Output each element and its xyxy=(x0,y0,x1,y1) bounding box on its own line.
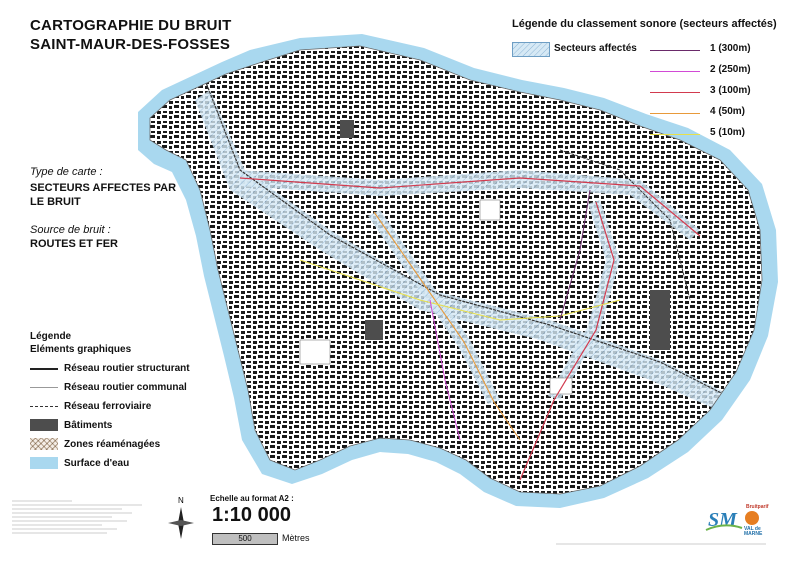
vdm-line2: MARNE xyxy=(744,531,763,536)
legend-title-line1: Légende xyxy=(30,331,72,342)
noise-source-label: Source de bruit : xyxy=(30,224,111,236)
legend-title xyxy=(30,330,131,356)
legend-item-2 xyxy=(30,380,230,394)
classement-line-4 xyxy=(650,113,700,114)
map-type-value: SECTEURS AFFECTES PAR LE BRUIT xyxy=(30,182,177,208)
classement-label-4: 4 (50m) xyxy=(710,106,746,117)
affected-sector-swatch xyxy=(512,42,550,57)
legend-symbol-line-dark xyxy=(30,368,58,370)
val-de-marne-logo xyxy=(740,500,780,536)
affected-sector-label: Secteurs affectés xyxy=(554,43,637,54)
legend-symbol-fill xyxy=(30,457,58,469)
classement-line-3 xyxy=(650,92,700,93)
legend-label-6: Surface d'eau xyxy=(64,457,130,469)
legend-symbol-line-light xyxy=(30,387,58,388)
legend-label-5: Zones réaménagées xyxy=(64,438,161,450)
classement-label-2: 2 (250m) xyxy=(710,64,751,75)
classement-line-1 xyxy=(650,50,700,51)
scale-unit: Mètres xyxy=(282,533,310,543)
map-title-line2: SAINT-MAUR-DES-FOSSES xyxy=(30,36,231,53)
sm-logo-text: SM xyxy=(708,509,737,531)
legend-label-1: Réseau routier structurant xyxy=(64,362,190,374)
north-arrow-icon xyxy=(168,495,198,541)
map-type-label: Type de carte : xyxy=(30,166,103,178)
legend-item-5 xyxy=(30,437,230,451)
legend-label-3: Réseau ferroviaire xyxy=(64,400,152,412)
scale-value: 1:10 000 xyxy=(212,504,291,526)
legend-symbol-crosshatch xyxy=(30,438,58,450)
footnote xyxy=(556,541,776,548)
map-title-line1: CARTOGRAPHIE DU BRUIT xyxy=(30,17,232,34)
classement-label-5: 5 (10m) xyxy=(710,127,746,138)
classement-line-5 xyxy=(650,134,700,135)
legend-item-6 xyxy=(30,456,230,470)
classement-label-1: 1 (300m) xyxy=(710,43,751,54)
scale-label: Echelle au format A2 : xyxy=(210,494,294,503)
legend-item-3 xyxy=(30,399,230,413)
north-label: N xyxy=(178,496,184,505)
scale-bar: 500 xyxy=(212,533,278,545)
classement-title: Légende du classement sonore (secteurs affectés) xyxy=(512,18,777,30)
legend-symbol-rail xyxy=(30,406,58,407)
credits-block xyxy=(12,498,152,540)
noise-source-value: ROUTES ET FER xyxy=(30,238,119,250)
vdm-line1: VAL de xyxy=(744,526,761,532)
classement-label-3: 3 (100m) xyxy=(710,85,751,96)
legend-label-4: Bâtiments xyxy=(64,419,113,431)
legend-title-line2: Eléments graphiques xyxy=(30,344,132,355)
classement-line-2 xyxy=(650,71,700,72)
bruitparif-logo-text: Bruitparif xyxy=(746,504,769,510)
legend-label-2: Réseau routier communal xyxy=(64,381,187,393)
legend-item-1 xyxy=(30,361,230,375)
legend-symbol-fill xyxy=(30,419,58,431)
legend-item-4 xyxy=(30,418,230,432)
